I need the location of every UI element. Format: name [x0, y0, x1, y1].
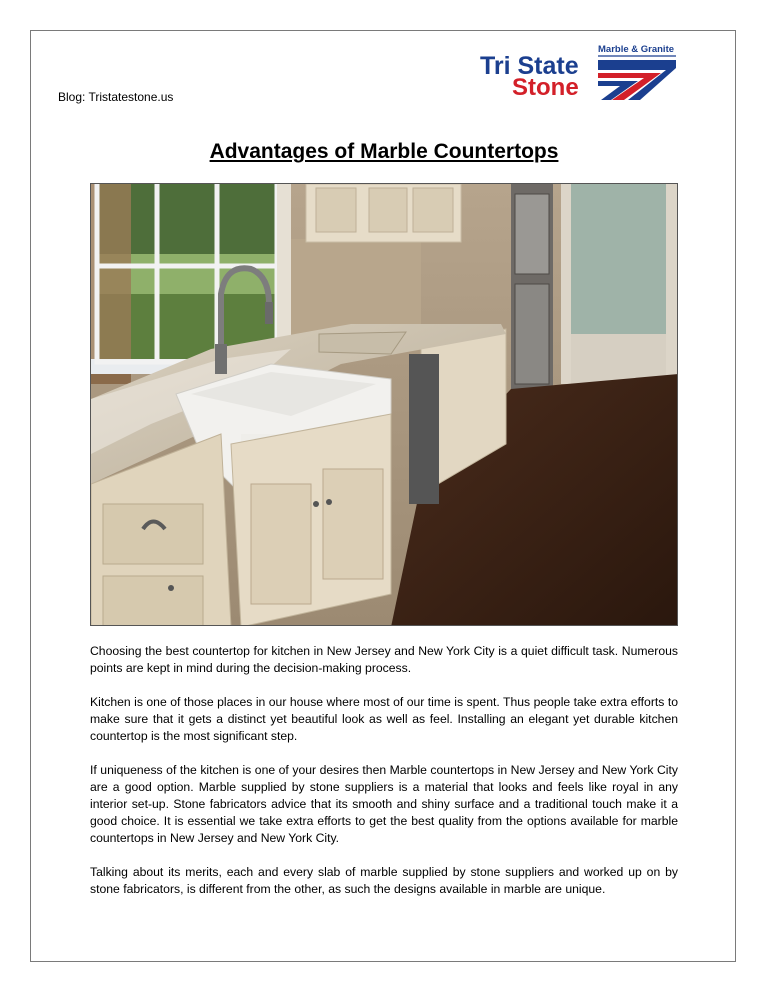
paragraph-2: Kitchen is one of those places in our house where most of our time is spent. Thus people take extra efforts to make sure that it gets a distinct yet beautiful look as well as feel. Installing an elegant yet durable kitchen countertop is the most significant step.	[90, 695, 678, 743]
article-title: Advantages of Marble Countertops	[209, 140, 559, 163]
kitchen-photo	[90, 183, 678, 626]
article-body	[90, 643, 678, 915]
blog-label: Blog: Tristatestone.us	[58, 90, 174, 104]
paragraph-1: Choosing the best countertop for kitchen in New Jersey and New York City is a quiet difficult task. Numerous points are kept in mind during the decision-making process.	[90, 644, 678, 675]
logo-stripes-icon	[598, 60, 676, 100]
logo-graphic	[478, 42, 678, 104]
paragraph-3: If uniqueness of the kitchen is one of your desires then Marble countertops in New Jersey and New York City are a good option. Marble supplied by stone suppliers is a material that looks and feels like royal in any interior set-up. Stone fabricators advice that its smooth and shiny surface and a traditional touch make it a good choice. It is essential we take extra efforts to get the best quality from the options available for marble countertops in New Jersey and New York City.	[90, 763, 678, 845]
logo-line2: Stone	[512, 74, 579, 101]
logo-tagline: Marble & Granite	[598, 44, 675, 55]
kitchen-illustration	[91, 184, 678, 626]
paragraph-4: Talking about its merits, each and every slab of marble supplied by stone suppliers and worked up on by stone fabricators, is different from the other, as such the designs available in marble are unique.	[90, 865, 678, 896]
logo-line1: Tri State	[480, 52, 579, 80]
tristate-stone-logo[interactable]	[478, 42, 678, 104]
